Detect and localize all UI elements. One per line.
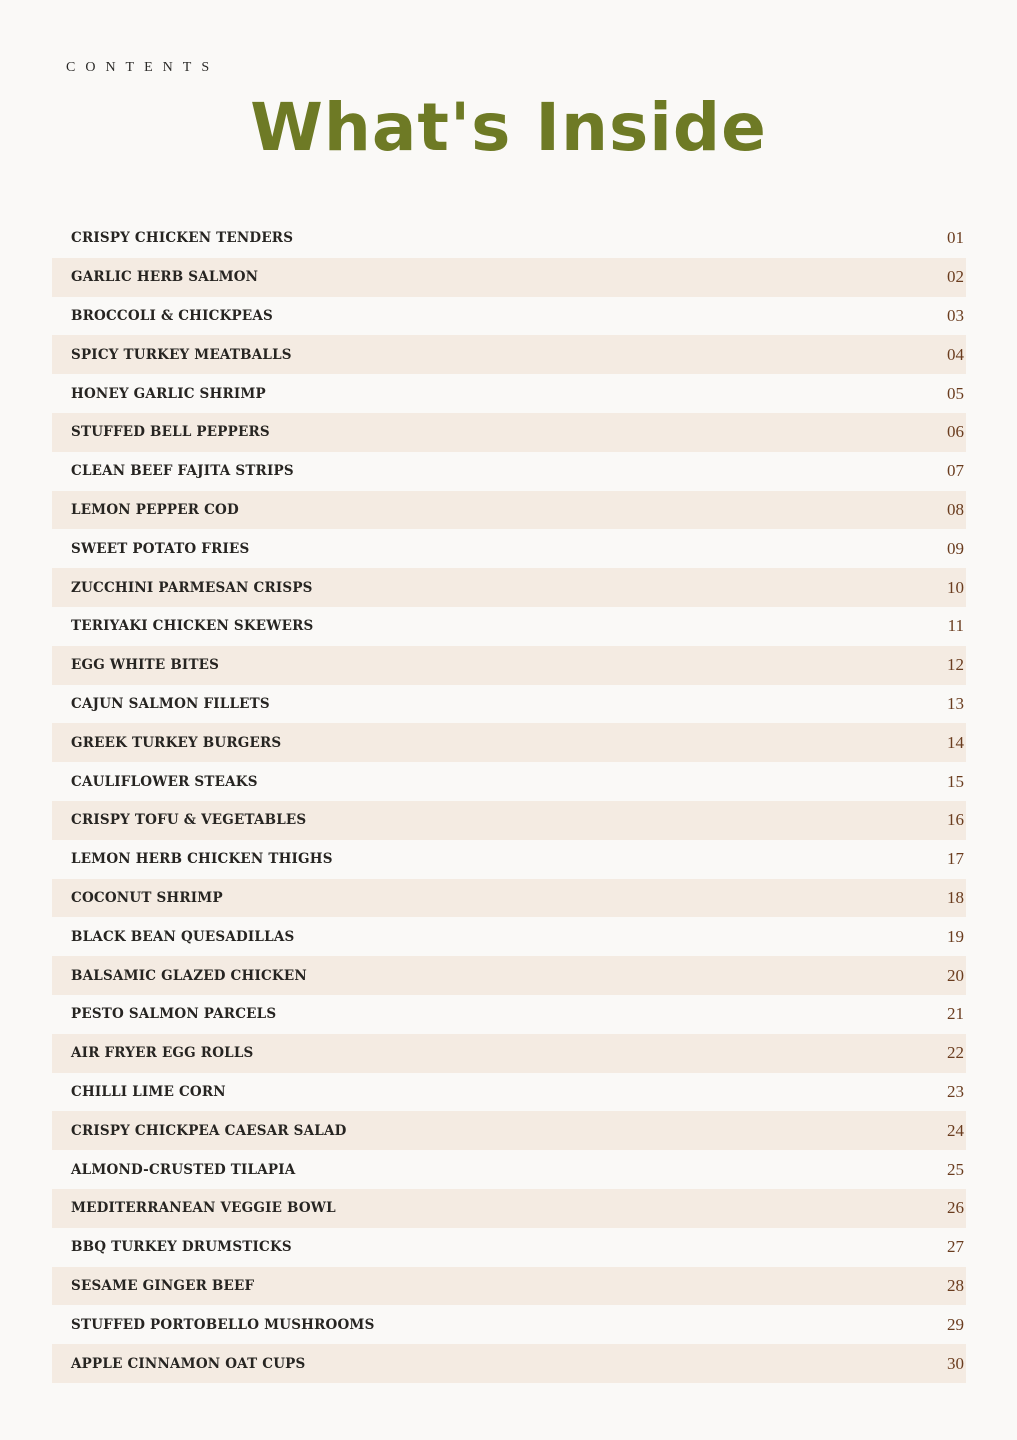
toc-entry-page-number: 19 [947, 926, 964, 946]
toc-entry-page-number: 22 [947, 1043, 964, 1063]
toc-entry[interactable] [52, 801, 966, 840]
toc-entry-page-number: 14 [947, 732, 964, 752]
toc-entry-page-number: 28 [947, 1275, 964, 1295]
toc-entry[interactable] [52, 568, 966, 607]
toc-entry-page-number: 13 [947, 693, 964, 713]
toc-entry[interactable] [52, 1344, 966, 1383]
toc-entry-title: BBQ TURKEY DRUMSTICKS [71, 1239, 292, 1256]
toc-entry[interactable] [52, 917, 966, 956]
toc-entry-title: SPICY TURKEY MEATBALLS [71, 346, 292, 363]
toc-entry-page-number: 24 [947, 1120, 964, 1140]
toc-entry-page-number: 07 [947, 461, 964, 481]
toc-entry-title: AIR FRYER EGG ROLLS [71, 1045, 254, 1062]
toc-entry[interactable] [52, 413, 966, 452]
toc-entry-page-number: 11 [947, 616, 964, 636]
toc-entry-title: SESAME GINGER BEEF [71, 1277, 255, 1294]
contents-eyebrow: CONTENTS [66, 60, 220, 75]
toc-entry[interactable] [52, 452, 966, 491]
toc-entry-title: GARLIC HERB SALMON [71, 269, 259, 286]
toc-entry-title: STUFFED BELL PEPPERS [71, 424, 270, 441]
toc-entry[interactable] [52, 1189, 966, 1228]
toc-entry-title: LEMON HERB CHICKEN THIGHS [71, 851, 333, 868]
toc-entry-page-number: 10 [947, 577, 964, 597]
table-of-contents [52, 219, 966, 1383]
toc-entry[interactable] [52, 297, 966, 336]
toc-entry[interactable] [52, 491, 966, 530]
toc-entry[interactable] [52, 646, 966, 685]
toc-entry-title: COCONUT SHRIMP [71, 889, 223, 906]
toc-entry-title: TERIYAKI CHICKEN SKEWERS [71, 618, 314, 635]
toc-entry-title: CAULIFLOWER STEAKS [71, 773, 258, 790]
toc-entry[interactable] [52, 762, 966, 801]
toc-entry-page-number: 05 [947, 383, 964, 403]
toc-entry-page-number: 15 [947, 771, 964, 791]
toc-entry[interactable] [52, 1150, 966, 1189]
toc-entry-title: CLEAN BEEF FAJITA STRIPS [71, 463, 294, 480]
toc-entry-page-number: 30 [947, 1353, 964, 1373]
toc-entry[interactable] [52, 219, 966, 258]
toc-entry-page-number: 08 [947, 499, 964, 519]
toc-entry-page-number: 03 [947, 305, 964, 325]
toc-entry-page-number: 29 [947, 1314, 964, 1334]
toc-entry-page-number: 25 [947, 1159, 964, 1179]
toc-entry-title: BALSAMIC GLAZED CHICKEN [71, 967, 307, 984]
toc-entry[interactable] [52, 956, 966, 995]
toc-entry-title: BROCCOLI & CHICKPEAS [71, 307, 273, 324]
toc-entry-title: STUFFED PORTOBELLO MUSHROOMS [71, 1316, 375, 1333]
toc-entry[interactable] [52, 335, 966, 374]
toc-entry[interactable] [52, 607, 966, 646]
toc-entry-title: CRISPY CHICKPEA CAESAR SALAD [71, 1122, 347, 1139]
toc-entry-page-number: 26 [947, 1198, 964, 1218]
toc-entry[interactable] [52, 258, 966, 297]
toc-entry-title: CRISPY TOFU & VEGETABLES [71, 812, 307, 829]
toc-entry-title: SWEET POTATO FRIES [71, 540, 250, 557]
toc-entry-page-number: 20 [947, 965, 964, 985]
toc-entry[interactable] [52, 374, 966, 413]
toc-entry-page-number: 21 [947, 1004, 964, 1024]
toc-entry[interactable] [52, 879, 966, 918]
toc-entry-page-number: 16 [947, 810, 964, 830]
toc-entry-page-number: 09 [947, 538, 964, 558]
toc-entry[interactable] [52, 1111, 966, 1150]
toc-entry[interactable] [52, 1073, 966, 1112]
toc-entry-page-number: 01 [947, 228, 964, 248]
toc-entry[interactable] [52, 840, 966, 879]
toc-entry-page-number: 18 [947, 887, 964, 907]
toc-entry-page-number: 02 [947, 267, 964, 287]
toc-entry[interactable] [52, 1305, 966, 1344]
toc-entry-title: ALMOND-CRUSTED TILAPIA [71, 1161, 296, 1178]
toc-entry[interactable] [52, 1228, 966, 1267]
toc-entry-title: EGG WHITE BITES [71, 657, 220, 674]
toc-entry[interactable] [52, 1267, 966, 1306]
toc-entry-page-number: 23 [947, 1081, 964, 1101]
toc-entry-title: APPLE CINNAMON OAT CUPS [71, 1355, 306, 1372]
toc-entry[interactable] [52, 995, 966, 1034]
toc-entry-page-number: 04 [947, 344, 964, 364]
toc-entry-title: CHILLI LIME CORN [71, 1083, 226, 1100]
toc-entry-title: CAJUN SALMON FILLETS [71, 695, 270, 712]
toc-entry[interactable] [52, 685, 966, 724]
toc-entry-title: PESTO SALMON PARCELS [71, 1006, 277, 1023]
toc-entry-title: BLACK BEAN QUESADILLAS [71, 928, 295, 945]
toc-entry[interactable] [52, 1034, 966, 1073]
page-title: What's Inside [250, 89, 767, 166]
toc-entry-title: GREEK TURKEY BURGERS [71, 734, 282, 751]
toc-entry-page-number: 12 [947, 655, 964, 675]
toc-entry[interactable] [52, 723, 966, 762]
toc-entry-page-number: 06 [947, 422, 964, 442]
toc-entry-title: MEDITERRANEAN VEGGIE BOWL [71, 1200, 336, 1217]
toc-entry-title: LEMON PEPPER COD [71, 501, 239, 518]
toc-entry-title: ZUCCHINI PARMESAN CRISPS [71, 579, 313, 596]
toc-entry-page-number: 17 [947, 849, 964, 869]
toc-entry-title: HONEY GARLIC SHRIMP [71, 385, 266, 402]
toc-entry[interactable] [52, 529, 966, 568]
toc-entry-page-number: 27 [947, 1237, 964, 1257]
toc-entry-title: CRISPY CHICKEN TENDERS [71, 230, 294, 247]
